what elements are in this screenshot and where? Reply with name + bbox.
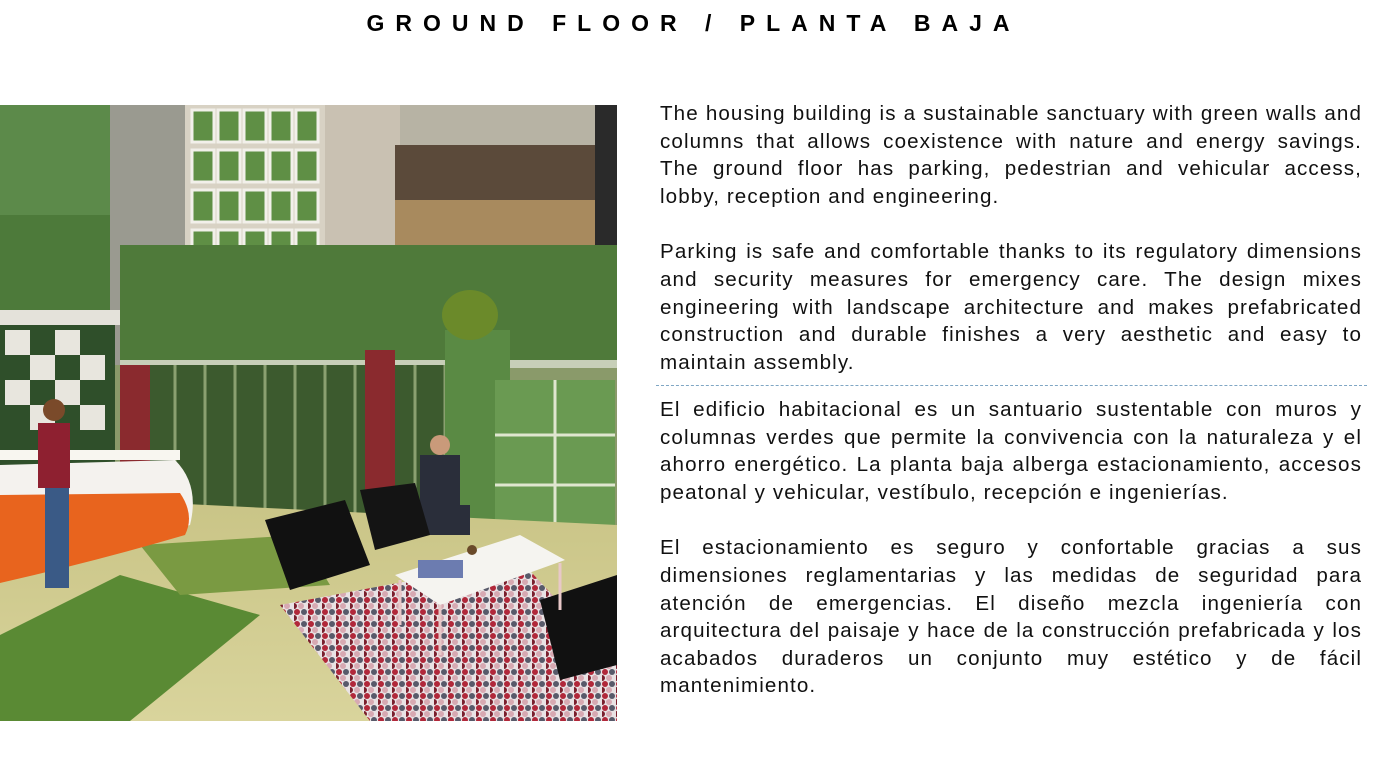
lobby-render-image: [0, 105, 617, 721]
spanish-paragraph-2: El estacionamiento es seguro y confortable gracias a sus dimensiones reglamentarias y las medidas de seguridad para atención de emergencias. El diseño mezcla ingeniería con arquitectura del paisaje y hace de la construcción prefabricada y los acabados duraderos un conjunto muy estético y de fácil mantenimiento.: [660, 536, 1362, 698]
english-paragraph-1: The housing building is a sustainable sanctuary with green walls and columns that allows coexistence with nature and energy savings. The ground floor has parking, pedestrian and vehicular access, lobby, reception and engineering.: [660, 102, 1362, 208]
english-description: [660, 100, 1362, 376]
language-divider: [656, 385, 1367, 386]
spanish-paragraph-1: El edificio habitacional es un santuario sustentable con muros y columnas verdes que permite la convivencia con la naturaleza y el ahorro energético. La planta baja alberga estacionamiento, accesos peatonal y vehicular, vestíbulo, recepción e ingenierías.: [660, 398, 1362, 504]
spanish-description: [660, 396, 1362, 700]
english-paragraph-2: Parking is safe and comfortable thanks to its regulatory dimensions and security measures for emergency care. The design mixes engineering with landscape architecture and makes prefabricated construction and durable finishes a very aesthetic and easy to maintain assembly.: [660, 240, 1362, 374]
page-title: GROUND FLOOR / PLANTA BAJA: [366, 10, 1021, 36]
